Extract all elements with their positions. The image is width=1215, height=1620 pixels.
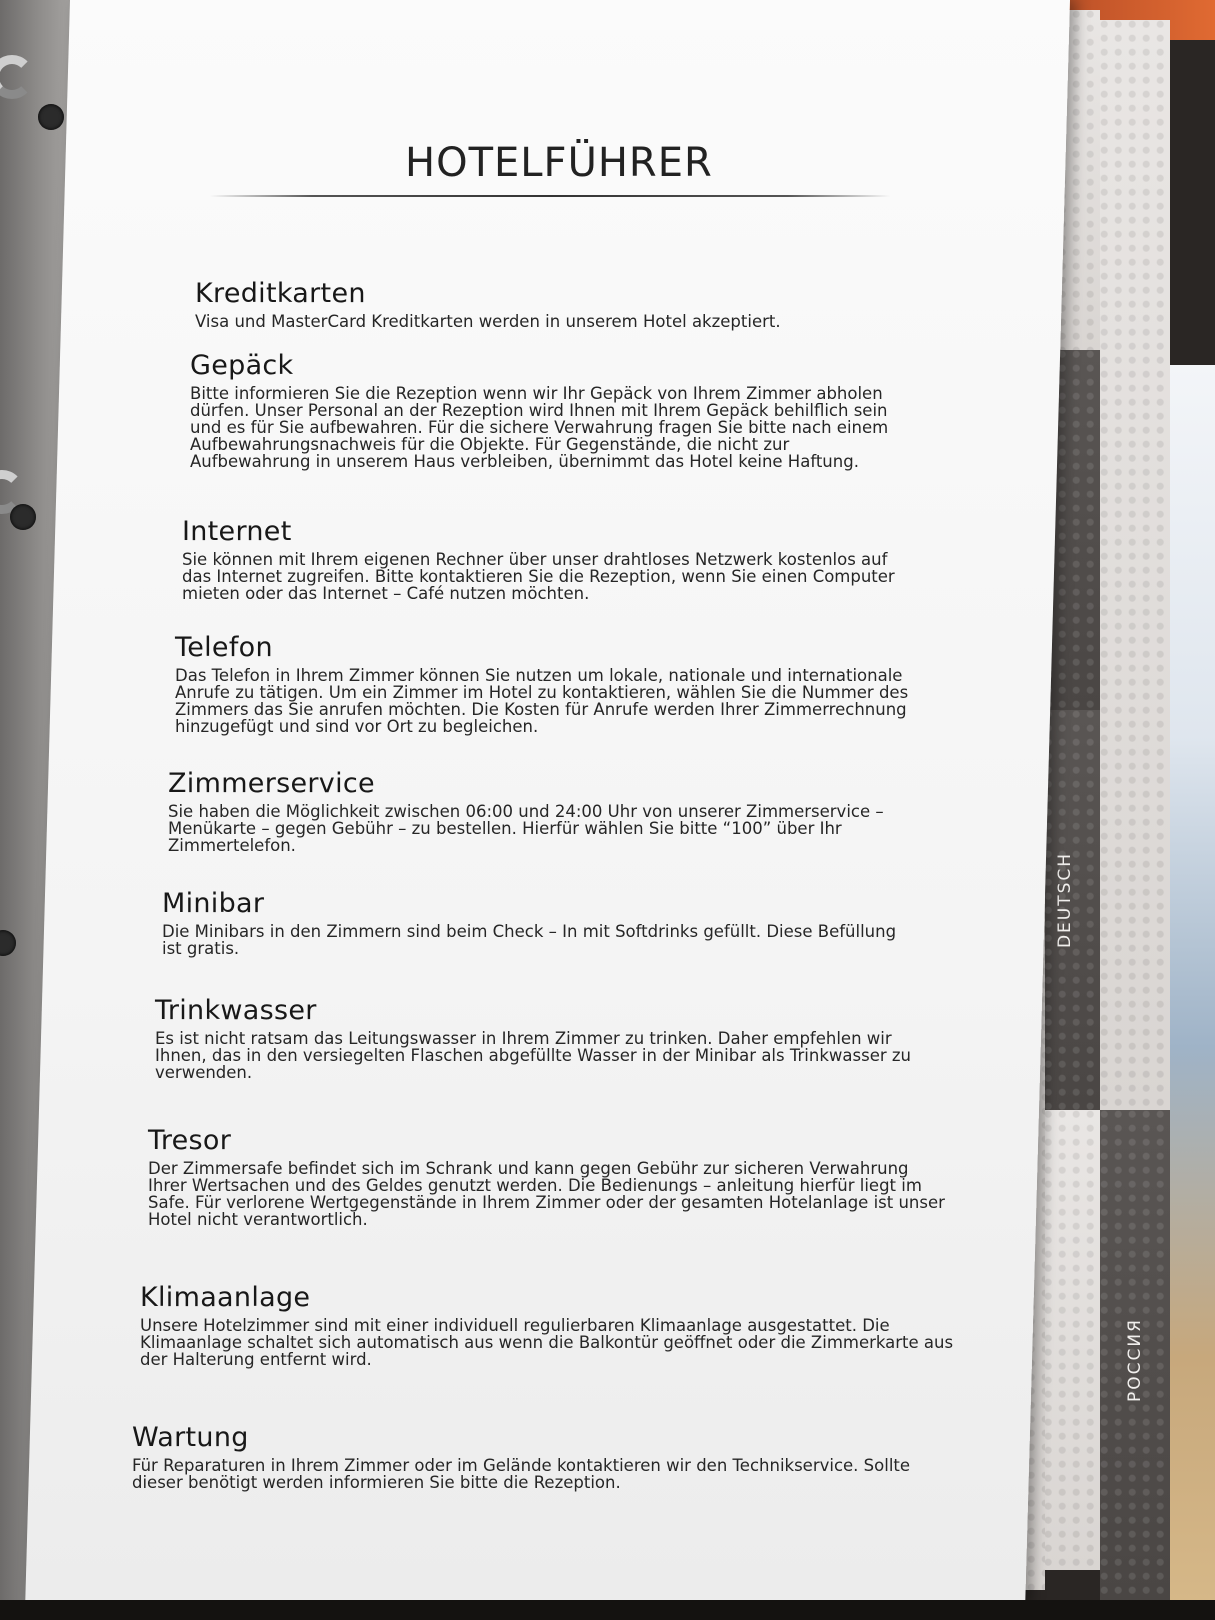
section-klimaanlage (140, 1282, 960, 1368)
section-body: Bitte informieren Sie die Rezeption wenn wir Ihr Gepäck von Ihrem Zimmer abholen dürfen. Unser Personal an der Rezeption wird Ihnen mit Ihrem Gepäck behilflich sein und es für Sie aufbewahren. Für die sichere Verwahrung fragen Sie bitte nach einem Aufbewahrungsnachweis für die Objekte. Für Gegenstände, die nicht zur Aufbewahrung in unserem Haus verbleiben, übernimmt das Hotel keine Haftung. (190, 384, 889, 471)
tab-segment (1100, 20, 1170, 1110)
section-gepaeck (190, 350, 890, 470)
section-telefon (175, 632, 915, 735)
section-zimmerservice (168, 768, 913, 854)
section-kreditkarten (195, 278, 895, 330)
title-divider (210, 195, 890, 197)
section-body: Es ist nicht ratsam das Leitungswasser in Ihrem Zimmer zu trinken. Daher empfehlen wir Ihnen, das in den versiegelten Flaschen abgefüllte Wasser in der Minibar als Trinkwasser zu verwenden. (155, 1029, 911, 1082)
tab-deutsch-label: DEUTSCH (1055, 851, 1075, 949)
binder-bottom-edge (0, 1600, 1215, 1620)
section-heading: Wartung (132, 1422, 249, 1453)
section-body: Unsere Hotelzimmer sind mit einer individuell regulierbaren Klimaanlage ausgestattet. Die Klimaanlage schaltet sich automatisch aus wenn die Balkontür geöffnet oder die Zimmerkarte aus der Halterung entfernt wird. (140, 1316, 954, 1369)
section-minibar (162, 888, 912, 957)
section-heading: Telefon (175, 632, 273, 663)
punch-hole (38, 104, 64, 130)
page-title: HOTELFÜHRER (405, 140, 713, 186)
section-body: Sie können mit Ihrem eigenen Rechner über unser drahtloses Netzwerk kostenlos auf das Internet zugreifen. Bitte kontaktieren Sie die Rezeption, wenn Sie einen Computer mieten oder das Internet – Café nutzen möchten. (182, 550, 895, 603)
tab-russian[interactable] (1100, 1110, 1170, 1600)
section-tresor (148, 1125, 948, 1228)
tab-russian-label: РОССИЯ (1125, 1318, 1145, 1402)
section-internet (182, 516, 897, 602)
tab-column-russian (1100, 20, 1170, 1580)
section-heading: Tresor (148, 1125, 232, 1156)
section-heading: Minibar (162, 888, 265, 919)
section-heading: Kreditkarten (195, 278, 366, 309)
punch-hole (10, 504, 36, 530)
section-body: Sie haben die Möglichkeit zwischen 06:00 und 24:00 Uhr von unserer Zimmerservice – Menükarte – gegen Gebühr – zu bestellen. Hierfür wählen Sie bitte “100” über Ihr Zimmertelefon. (168, 802, 884, 855)
section-body: Die Minibars in den Zimmern sind beim Check – In mit Softdrinks gefüllt. Diese Befüllung ist gratis. (162, 922, 897, 958)
section-trinkwasser (155, 995, 935, 1081)
section-body: Das Telefon in Ihrem Zimmer können Sie nutzen um lokale, nationale und internationale Anrufe zu tätigen. Um ein Zimmer im Hotel zu kontaktieren, wählen Sie die Nummer des Zimmers das Sie anrufen möchten. Die Kosten für Anrufe werden Ihrer Zimmerrechnung hinzugefügt und sind vor Ort zu begleichen. (175, 666, 909, 736)
section-heading: Gepäck (190, 350, 294, 381)
section-body: Visa und MasterCard Kreditkarten werden in unserem Hotel akzeptiert. (195, 312, 781, 331)
section-body: Der Zimmersafe befindet sich im Schrank und kann gegen Gebühr zur sicheren Verwahrung Ihrer Wertsachen und des Geldes genutzt werden. Die Bedienungs – anleitung hierfür liegt im Safe. Für verlorene Wertgegenstände in Ihrem Zimmer oder der gesamten Hotelanlage ist unser Hotel nicht verantwortlich. (148, 1159, 945, 1229)
section-wartung (132, 1422, 962, 1491)
section-heading: Trinkwasser (155, 995, 317, 1026)
section-heading: Klimaanlage (140, 1282, 311, 1313)
section-heading: Zimmerservice (168, 768, 375, 799)
section-body: Für Reparaturen in Ihrem Zimmer oder im Gelände kontaktieren wir den Technikservice. Sollte dieser benötigt werden informieren Sie bitte die Rezeption. (132, 1456, 911, 1492)
section-heading: Internet (182, 516, 292, 547)
